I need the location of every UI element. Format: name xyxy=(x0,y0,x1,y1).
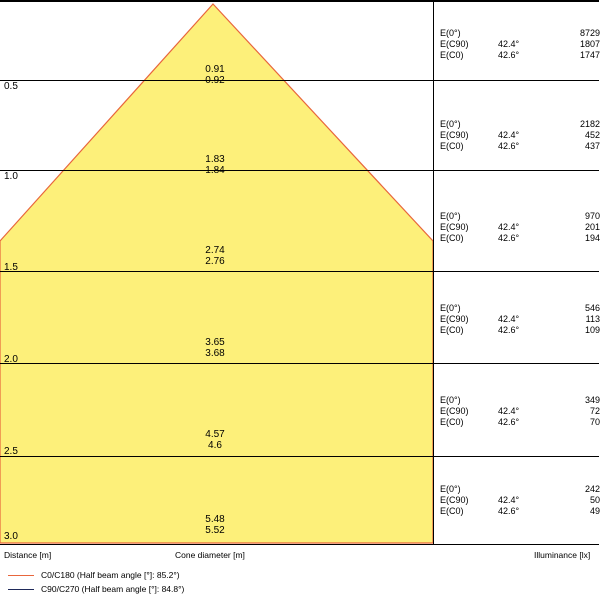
illuminance-label: E(0°) xyxy=(440,303,461,313)
illuminance-label: E(C0) xyxy=(440,233,464,243)
legend-label-c0c180: C0/C180 (Half beam angle [°]: 85.2°) xyxy=(41,570,180,580)
illuminance-angle: 42.6° xyxy=(498,325,520,335)
y-tick-3-0: 3.0 xyxy=(4,531,18,542)
illuminance-angle: 42.4° xyxy=(498,314,520,324)
illuminance-angle: 42.4° xyxy=(498,222,520,232)
illuminance-value: 72 xyxy=(589,406,600,416)
illuminance-value: 546 xyxy=(584,303,600,313)
illuminance-value: 49 xyxy=(589,506,600,516)
illuminance-label: E(C0) xyxy=(440,506,464,516)
illuminance-label: E(C0) xyxy=(440,141,464,151)
illuminance-label: E(C0) xyxy=(440,50,464,60)
beam-cone-shape xyxy=(0,1,599,545)
illuminance-value: 70 xyxy=(589,417,600,427)
gridline-1-0 xyxy=(0,170,599,171)
cone-diameter-group-0-5 xyxy=(175,64,255,86)
legend-swatch-line-icon xyxy=(8,575,34,576)
distance-axis-caption: Distance [m] xyxy=(4,550,52,560)
illuminance-value: 1807 xyxy=(579,39,600,49)
illuminance-value: 437 xyxy=(584,141,600,151)
y-tick-0-5: 0.5 xyxy=(4,81,18,92)
illuminance-axis-caption: Illuminance [lx] xyxy=(534,550,591,560)
illuminance-value: 1747 xyxy=(579,50,600,60)
cone-diameter-c0c180-1-0: 1.83 xyxy=(205,154,225,165)
cone-diameter-c90c270-1-0: 1.84 xyxy=(205,165,225,176)
illuminance-angle: 42.4° xyxy=(498,39,520,49)
gridline-1-5 xyxy=(0,271,599,272)
gridline-0-5 xyxy=(0,80,599,81)
illuminance-angle: 42.6° xyxy=(498,233,520,243)
cone-diameter-group-1-5 xyxy=(175,245,255,267)
illuminance-column-divider xyxy=(433,1,434,545)
illuminance-label: E(0°) xyxy=(440,484,461,494)
illuminance-label: E(C90) xyxy=(440,39,469,49)
illuminance-value: 201 xyxy=(584,222,600,232)
illuminance-angle: 42.6° xyxy=(498,417,520,427)
illuminance-value: 194 xyxy=(584,233,600,243)
illuminance-value: 109 xyxy=(584,325,600,335)
cone-diameter-c0c180-2-0: 3.65 xyxy=(205,337,225,348)
cone-diameter-c90c270-0-5: 0.92 xyxy=(205,75,225,86)
cone-diameter-c0c180-3-0: 5.48 xyxy=(205,514,225,525)
legend-label-c90c270: C90/C270 (Half beam angle [°]: 84.8°) xyxy=(41,584,185,594)
illuminance-angle: 42.6° xyxy=(498,141,520,151)
gridline-2-0 xyxy=(0,363,599,364)
illuminance-angle: 42.4° xyxy=(498,495,520,505)
illuminance-value: 970 xyxy=(584,211,600,221)
illuminance-label: E(C90) xyxy=(440,222,469,232)
illuminance-value: 113 xyxy=(585,314,600,324)
legend-swatch-line-icon xyxy=(8,589,34,590)
illuminance-label: E(0°) xyxy=(440,211,461,221)
illuminance-label: E(C90) xyxy=(440,130,469,140)
illuminance-label: E(0°) xyxy=(440,28,461,38)
illuminance-value: 452 xyxy=(584,130,600,140)
illuminance-value: 242 xyxy=(584,484,600,494)
illuminance-label: E(0°) xyxy=(440,119,461,129)
illuminance-label: E(C90) xyxy=(440,495,469,505)
cone-diameter-group-1-0 xyxy=(175,154,255,176)
cone-diameter-group-3-0 xyxy=(175,514,255,536)
gridline-2-5 xyxy=(0,456,599,457)
illuminance-value: 2182 xyxy=(579,119,600,129)
cone-diameter-c90c270-2-0: 3.68 xyxy=(205,348,225,359)
cone-diameter-c0c180-0-5: 0.91 xyxy=(205,64,225,75)
illuminance-label: E(0°) xyxy=(440,395,461,405)
y-tick-2-0: 2.0 xyxy=(4,354,18,365)
cone-diameter-group-2-0 xyxy=(175,337,255,359)
cone-diameter-axis-caption: Cone diameter [m] xyxy=(175,550,245,560)
illuminance-value: 349 xyxy=(584,395,600,405)
y-tick-1-5: 1.5 xyxy=(4,262,18,273)
cone-diameter-c90c270-3-0: 5.52 xyxy=(205,525,225,536)
illuminance-value: 50 xyxy=(589,495,600,505)
illuminance-label: E(C0) xyxy=(440,417,464,427)
cone-diameter-c90c270-2-5: 4.6 xyxy=(208,440,222,451)
illuminance-label: E(C90) xyxy=(440,406,469,416)
illuminance-angle: 42.4° xyxy=(498,406,520,416)
cone-diameter-c0c180-2-5: 4.57 xyxy=(205,429,225,440)
cone-diameter-c0c180-1-5: 2.74 xyxy=(205,245,225,256)
illuminance-angle: 42.4° xyxy=(498,130,520,140)
cone-diameter-c90c270-1-5: 2.76 xyxy=(205,256,225,267)
illuminance-angle: 42.6° xyxy=(498,50,520,60)
cone-diameter-group-2-5 xyxy=(175,429,255,451)
y-tick-2-5: 2.5 xyxy=(4,446,18,457)
illuminance-angle: 42.6° xyxy=(498,506,520,516)
illuminance-value: 8729 xyxy=(579,28,600,38)
illuminance-label: E(C0) xyxy=(440,325,464,335)
y-tick-1-0: 1.0 xyxy=(4,171,18,182)
illuminance-label: E(C90) xyxy=(440,314,469,324)
